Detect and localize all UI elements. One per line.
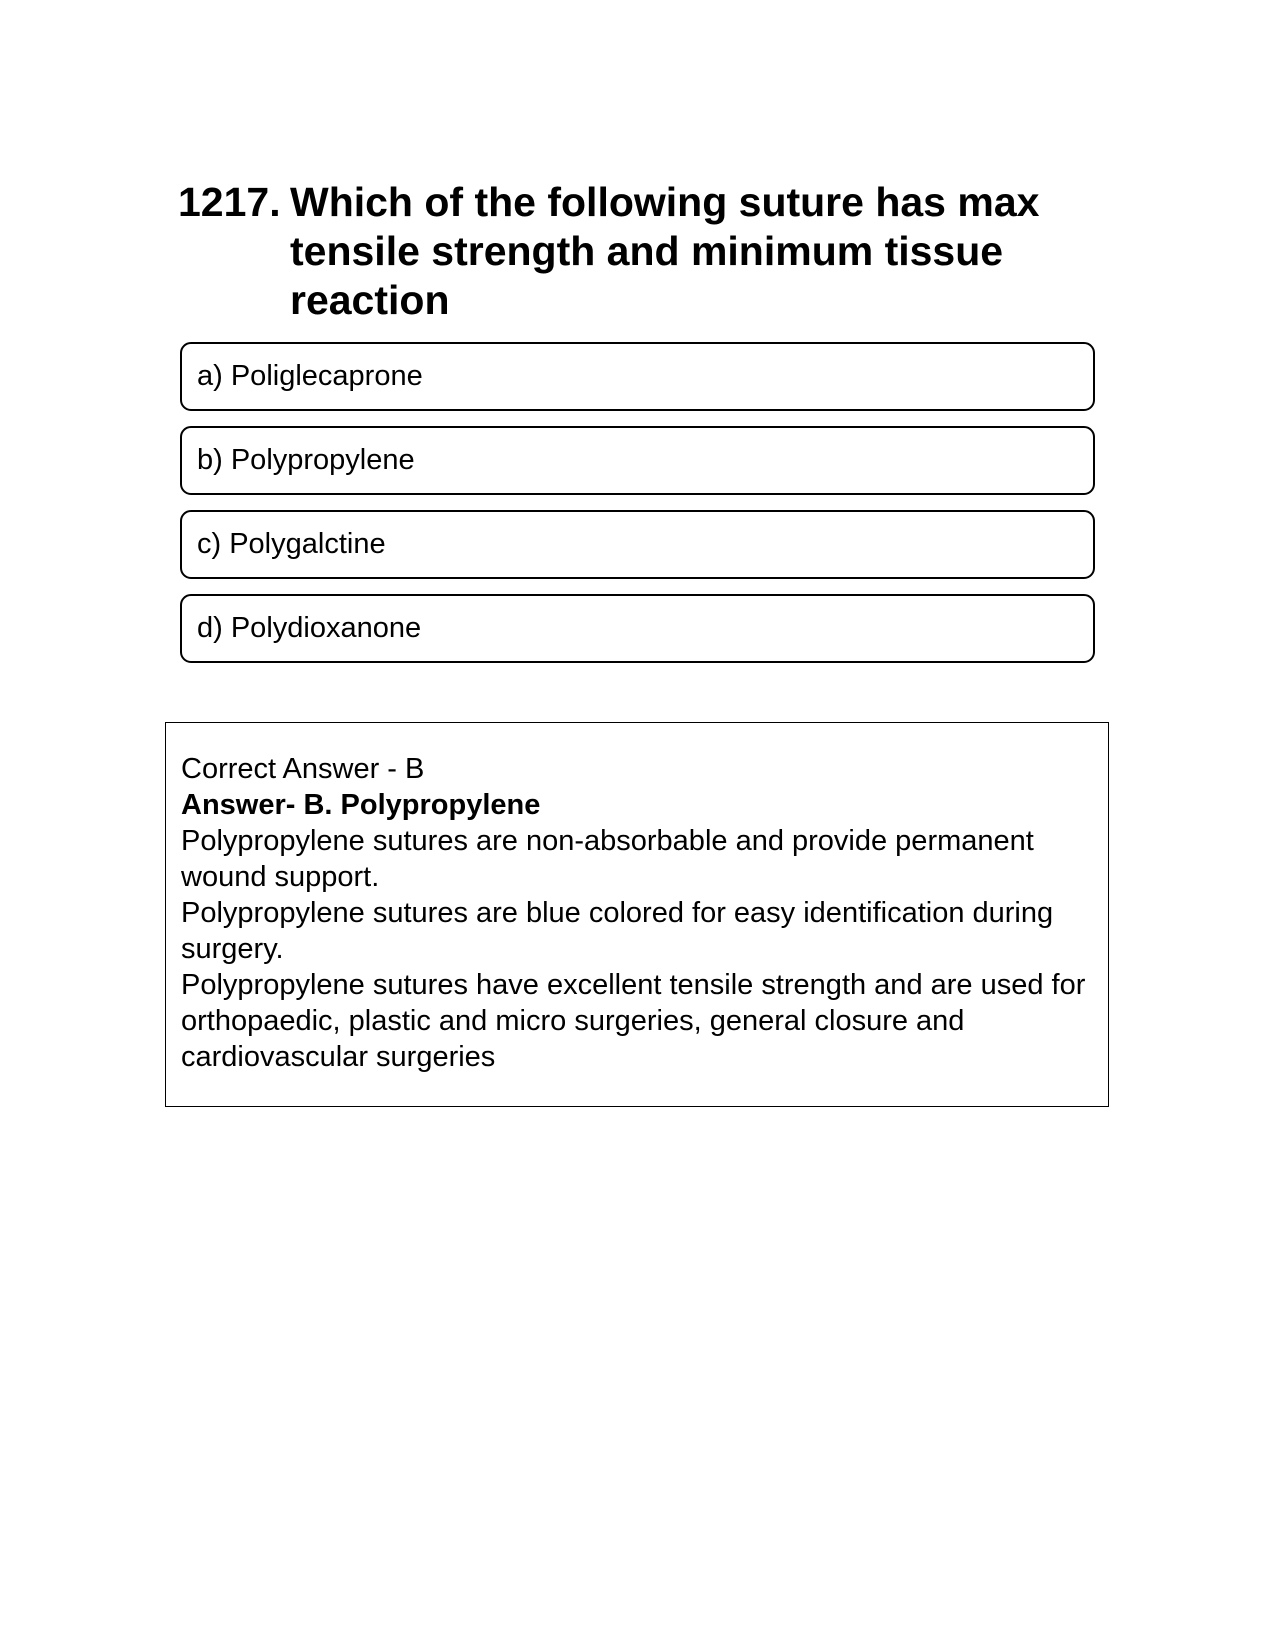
explanation-line: Polypropylene sutures have excellent tensile strength and are used for orthopaedic, plastic and micro surgeries, general closure and cardiovascular surgeries [181, 969, 1086, 1073]
explanation-line: Polypropylene sutures are non-absorbable and provide permanent wound support. [181, 825, 1034, 893]
explanation-line: Polypropylene sutures are blue colored for easy identification during surgery. [181, 897, 1054, 965]
correct-answer-line: Correct Answer - B [181, 753, 425, 785]
option-d[interactable] [180, 594, 1095, 663]
answer-heading: Answer- B. Polypropylene [181, 789, 541, 821]
question-title [178, 178, 1078, 325]
option-b[interactable] [180, 426, 1095, 495]
option-a[interactable] [180, 342, 1095, 411]
option-a-label: a) Poliglecaprone [197, 360, 423, 392]
option-c-label: c) Polygalctine [197, 528, 386, 560]
question-number: 1217. [178, 179, 281, 225]
option-b-label: b) Polypropylene [197, 444, 415, 476]
option-c[interactable] [180, 510, 1095, 579]
answer-box [165, 722, 1109, 1107]
option-d-label: d) Polydioxanone [197, 612, 422, 644]
question-text: Which of the following suture has max tensile strength and minimum tissue reaction [290, 179, 1040, 323]
options-list [180, 342, 1095, 678]
